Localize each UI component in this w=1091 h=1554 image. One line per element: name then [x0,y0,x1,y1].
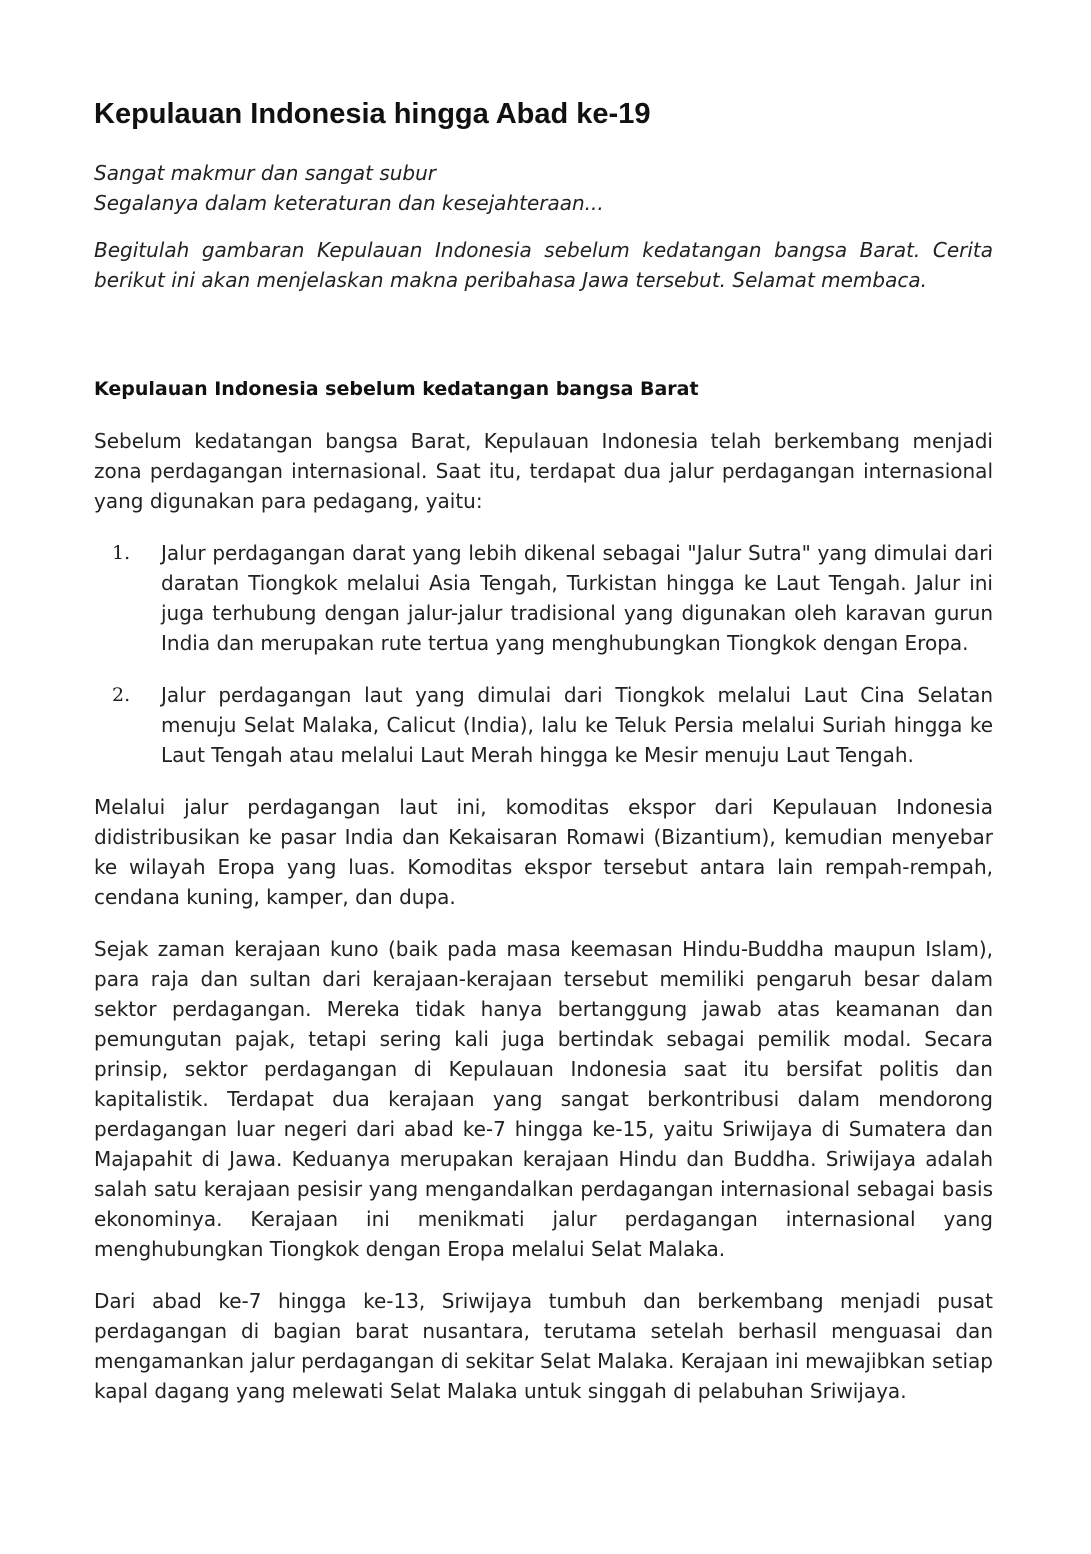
intro-line-2: Segalanya dalam keteraturan dan kesejahteraan... [94,191,604,215]
intro-verse [94,158,993,218]
section-paragraph-3: Sejak zaman kerajaan kuno (baik pada masa keemasan Hindu-Buddha maupun Islam), para raja dan sultan dari kerajaan-kerajaan tersebut memiliki pengaruh besar dalam sektor perdagangan. Mereka tidak hanya bertanggung jawab atas keamanan dan pemungutan pajak, tetapi sering kali juga bertindak sebagai pemilik modal. Secara prinsip, sektor perdagangan di Kepulauan Indonesia saat itu bersifat politis dan kapitalistik. Terdapat dua kerajaan yang sangat berkontribusi dalam mendorong perdagangan luar negeri dari abad ke-7 hingga ke-15, yaitu Sriwijaya di Sumatera dan Majapahit di Jawa. Keduanya merupakan kerajaan Hindu dan Buddha. Sriwijaya adalah salah satu kerajaan pesisir yang mengandalkan perdagangan internasional sebagai basis ekonominya. Kerajaan ini menikmati jalur perdagangan internasional yang menghubungkan Tiongkok dengan Eropa melalui Selat Malaka. [94,937,993,1261]
list-number: 2. [112,684,131,706]
list-item-text: Jalur perdagangan laut yang dimulai dari Tiongkok melalui Laut Cina Selatan menuju Selat Malaka, Calicut (India), lalu ke Teluk Persia melalui Suriah hingga ke Laut Tengah atau melalui Laut Merah hingga ke Mesir menuju Laut Tengah. [161,683,993,767]
list-item [94,680,993,770]
list-item [94,538,993,658]
list-item-text: Jalur perdagangan darat yang lebih dikenal sebagai "Jalur Sutra" yang dimulai dari daratan Tiongkok melalui Asia Tengah, Turkistan hingga ke Laut Tengah. Jalur ini juga terhubung dengan jalur-jalur tradisional yang digunakan oleh karavan gurun India dan merupakan rute tertua yang menghubungkan Tiongkok dengan Eropa. [161,541,993,655]
section-paragraph-2: Melalui jalur perdagangan laut ini, komoditas ekspor dari Kepulauan Indonesia didistribusikan ke pasar India dan Kekaisaran Romawi (Bizantium), kemudian menyebar ke wilayah Eropa yang luas. Komoditas ekspor tersebut antara lain rempah-rempah, cendana kuning, kamper, dan dupa. [94,795,993,909]
section-paragraph-4: Dari abad ke-7 hingga ke-13, Sriwijaya tumbuh dan berkembang menjadi pusat perdagangan di bagian barat nusantara, terutama setelah berhasil menguasai dan mengamankan jalur perdagangan di sekitar Selat Malaka. Kerajaan ini mewajibkan setiap kapal dagang yang melewati Selat Malaka untuk singgah di pelabuhan Sriwijaya. [94,1289,993,1403]
document-page [94,96,993,1406]
list-number: 1. [112,542,131,564]
section-paragraph-1: Sebelum kedatangan bangsa Barat, Kepulauan Indonesia telah berkembang menjadi zona perdagangan internasional. Saat itu, terdapat dua jalur perdagangan internasional yang digunakan para pedagang, yaitu: [94,429,993,513]
page-title: Kepulauan Indonesia hingga Abad ke-19 [94,98,651,130]
section-heading: Kepulauan Indonesia sebelum kedatangan bangsa Barat [94,378,699,400]
intro-line-1: Sangat makmur dan sangat subur [94,161,437,185]
intro-paragraph: Begitulah gambaran Kepulauan Indonesia sebelum kedatangan bangsa Barat. Cerita berikut ini akan menjelaskan makna peribahasa Jawa tersebut. Selamat membaca. [94,238,993,292]
trade-routes-list [94,538,993,770]
